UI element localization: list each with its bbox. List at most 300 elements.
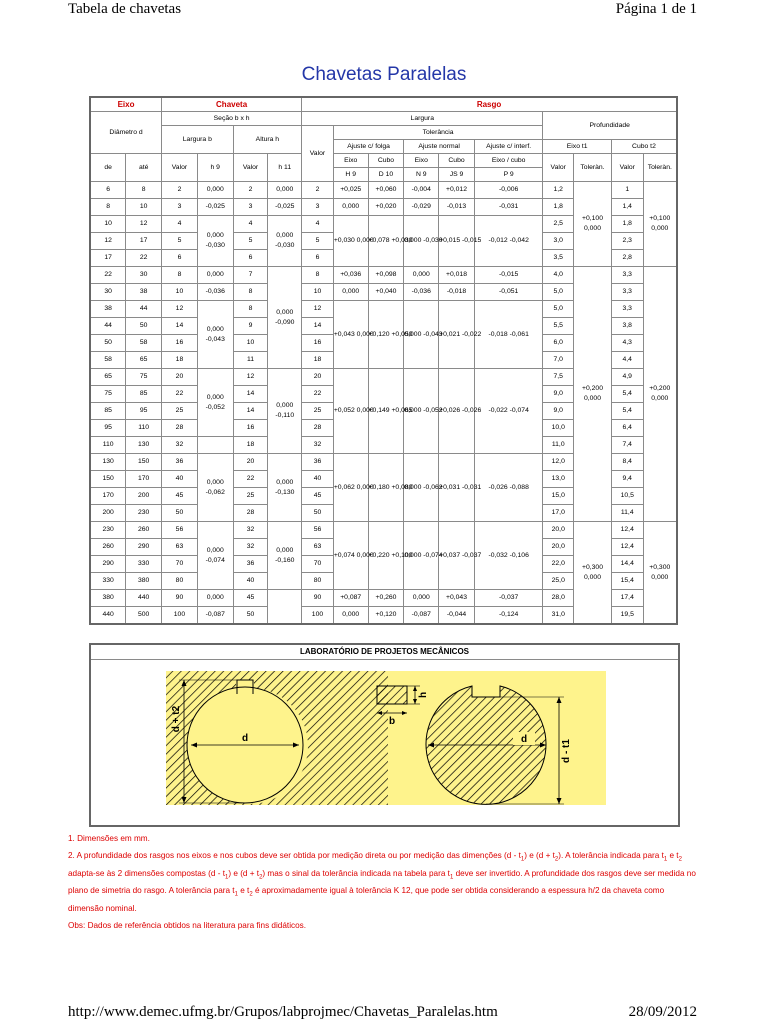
cell-h: 6 [233,250,268,267]
cell-h11 [268,182,302,199]
cell-b: 2 [162,182,198,199]
cell-t1: 2,5 [543,216,574,233]
cell-ate: 440 [126,590,162,607]
cell-tol: -0,044 [439,607,475,625]
cell-h11 [268,199,302,216]
cell-h9 [197,369,233,437]
cell-t2: 8,4 [611,454,643,471]
cell-ate: 95 [126,403,162,420]
cell-ate: 500 [126,607,162,625]
cell-h: 5 [233,233,268,250]
cell-h: 14 [233,403,268,420]
cell-h11-upper: 0,000 [276,232,294,239]
header-secao: Seção b x h [162,112,302,126]
cell-tol: +0,087 [333,590,368,607]
cell-tol: -0,087 [404,607,439,625]
cell-t2: 2,3 [611,233,643,250]
cell-tol: +0,120 [368,607,404,625]
cell-tol: 0,000 [333,284,368,301]
cell-h: 8 [233,301,268,318]
cell-t2: 11,4 [611,505,643,522]
cell-t1: 22,0 [543,556,574,573]
cell-t1: 20,0 [543,539,574,556]
cell-h: 18 [233,437,268,454]
cell-h9 [197,437,233,454]
key-h-label: h [418,691,429,699]
cell-tol: 0,000 [404,590,439,607]
cell-b: 100 [162,607,198,625]
cell-h11-upper: 0,000 [276,402,294,409]
page-footer [0,1002,768,1024]
header-tolerancia: Tolerância [333,126,543,140]
cell-tol: +0,020 [368,199,404,216]
cell-ate: 200 [126,488,162,505]
header-h11: h 11 [268,154,302,182]
cell-h: 36 [233,556,268,573]
cell-h11 [268,454,302,522]
cell-de: 30 [90,284,126,301]
cell-de: 290 [90,556,126,573]
cell-t1-tol [574,182,612,267]
cell-rasgo-b: 6 [302,250,334,267]
cell-b: 14 [162,318,198,335]
cell-t1: 15,0 [543,488,574,505]
notes [68,832,700,936]
header-P9: P 9 [474,168,543,182]
cell-de: 17 [90,250,126,267]
header-JS9: JS 9 [439,168,475,182]
cell-de: 95 [90,420,126,437]
cell-de: 330 [90,573,126,590]
cell-t2: 5,4 [611,403,643,420]
header-altura-h: Altura h [233,126,302,154]
cell-tol: +0,043 [439,590,475,607]
header-largura: Largura [302,112,543,126]
cell-tol: +0,018 [439,267,475,284]
cell-t1-tol-lower: 0,000 [583,573,601,581]
cell-t2-tol-lower: 0,000 [651,225,669,232]
cell-tol: +0,043 0,000 [333,301,368,369]
cell-b: 5 [162,233,198,250]
cell-b: 50 [162,505,198,522]
cell-tol: +0,015 -0,015 [439,216,475,267]
cell-h9-upper: 0,000 [206,271,224,278]
cell-b: 28 [162,420,198,437]
cell-h9 [197,590,233,607]
cell-h9 [197,454,233,522]
cell-b: 32 [162,437,198,454]
cell-ate: 330 [126,556,162,573]
cell-t2: 12,4 [611,539,643,556]
cell-b: 45 [162,488,198,505]
header-valor-t1: Valor [543,154,574,182]
cell-tol: -0,012 -0,042 [474,216,543,267]
cell-t1: 7,5 [543,369,574,386]
cell-tol: -0,029 [404,199,439,216]
cell-h: 20 [233,454,268,471]
cell-tol: 0,000 -0,043 [404,301,439,369]
header-cubo-t2: Cubo t2 [611,140,677,154]
key-drawing [91,659,678,825]
cell-h: 50 [233,607,268,625]
cell-de: 12 [90,233,126,250]
group-header-chaveta: Chaveta [162,97,302,112]
cell-h11-lower: -0,110 [275,412,295,419]
cell-tol: +0,060 [368,182,404,199]
cell-b: 20 [162,369,198,386]
cell-t1: 25,0 [543,573,574,590]
cell-h9 [197,301,233,369]
cell-h11-lower: -0,090 [275,318,295,326]
header-profundidade: Profundidade [543,112,677,140]
cell-rasgo-b: 56 [302,522,334,539]
cell-h11-upper: 0,000 [276,308,294,316]
cell-de: 170 [90,488,126,505]
cell-b: 12 [162,301,198,318]
cell-t1: 9,0 [543,403,574,420]
cell-h9-lower: -0,030 [205,242,225,249]
table-row [90,522,677,539]
cell-t1: 5,0 [543,301,574,318]
cell-b: 8 [162,267,198,284]
cell-de: 150 [90,471,126,488]
cell-h: 7 [233,267,268,284]
cell-b: 80 [162,573,198,590]
header-valor-t2: Valor [611,154,643,182]
cell-rasgo-b: 32 [302,437,334,454]
cell-h9-upper: 0,000 [206,325,224,333]
cell-h9-upper: 0,000 [206,232,224,239]
cell-t2: 12,4 [611,522,643,539]
cell-h9-lower: -0,074 [205,556,225,564]
cell-h9-upper: 0,000 [206,186,224,193]
cell-tol: +0,031 -0,031 [439,454,475,522]
header-D10: D 10 [368,168,404,182]
cell-t1: 28,0 [543,590,574,607]
cell-h11 [268,216,302,267]
cell-h: 45 [233,590,268,607]
header-de: de [90,154,126,182]
cell-tol: 0,000 -0,030 [404,216,439,267]
cell-h11 [268,522,302,590]
header-valor-h: Valor [233,154,268,182]
cell-rasgo-b: 28 [302,420,334,437]
cell-h9-lower: -0,087 [205,611,225,618]
cell-rasgo-b: 12 [302,301,334,318]
cell-h: 22 [233,471,268,488]
cell-tol: 0,000 [404,267,439,284]
cell-tol: +0,036 [333,267,368,284]
cell-h11 [268,369,302,454]
cell-h: 12 [233,369,268,386]
key-b-label: b [388,716,396,727]
note-2: 2. A profundidade dos rasgos nos eixos e nos cubos deve ser obtida por medição direta ou por medição das dimenções $(d - t_1)$ e $(d + t_2)$. A tolerância indicada para $t_1$ e $t_2$ adapta-se às 2 dimensões compostas $(d - t_1)$ e $(d + t_2)$ mas o sinal da tolerância indicada na tabela para $t_1$ deve ser invertido. A profundidade dos rasgos deve ser medida no plano de simetria do rasgo. A tolerância para $t_1$ e $t_2$ é aproximadamente igual à tolerância K 12, que pode ser obtida considerando a espessura h/2 da chaveta como dimensão nominal. [68,851,696,913]
cell-tol: -0,031 [474,199,543,216]
cell-de: 38 [90,301,126,318]
cell-de: 200 [90,505,126,522]
cell-rasgo-b: 2 [302,182,334,199]
cell-ate: 150 [126,454,162,471]
cell-tol: +0,025 [333,182,368,199]
cell-t1-tol-upper: +0,300 [582,563,603,571]
cell-h9-lower: -0,062 [205,488,225,496]
cell-tol: 0,000 -0,062 [404,454,439,522]
cell-tol: -0,032 -0,106 [474,522,543,590]
cell-t2: 19,5 [611,607,643,625]
cell-de: 6 [90,182,126,199]
cell-h: 8 [233,284,268,301]
cell-h9-lower: -0,052 [205,403,225,411]
page-header [0,0,768,22]
cell-h9 [197,182,233,199]
cell-t2: 10,5 [611,488,643,505]
cell-ate: 290 [126,539,162,556]
cell-rasgo-b: 16 [302,335,334,352]
cell-h: 28 [233,505,268,522]
cell-de: 230 [90,522,126,539]
cell-h9 [197,284,233,301]
cell-h: 3 [233,199,268,216]
cell-tol: 0,000 -0,052 [404,369,439,454]
key-table-body [90,182,677,625]
cell-rasgo-b: 45 [302,488,334,505]
cell-ate: 58 [126,335,162,352]
header-page-number: Página 1 de 1 [615,1,697,17]
cell-ate: 130 [126,437,162,454]
cell-tol: +0,078 +0,030 [368,216,404,267]
cell-t2-tol-upper: +0,200 [649,385,671,392]
cell-tol: -0,004 [404,182,439,199]
footer-url: http://www.demec.ufmg.br/Grupos/labprojmec/Chavetas_Paralelas.htm [68,1004,498,1020]
cell-tol: +0,030 0,000 [333,216,368,267]
header-eixo-t1: Eixo t1 [543,140,612,154]
cell-tol: -0,026 -0,088 [474,454,543,522]
cell-rasgo-b: 63 [302,539,334,556]
cell-rasgo-b: 8 [302,267,334,284]
header-ajuste-folga: Ajuste c/ folga [333,140,404,154]
cell-t1: 11,0 [543,437,574,454]
cell-t2: 3,3 [611,284,643,301]
header-largura-b: Largura b [162,126,234,154]
cell-t2: 4,3 [611,335,643,352]
cell-h: 2 [233,182,268,199]
cell-ate: 22 [126,250,162,267]
cell-ate: 110 [126,420,162,437]
cell-b: 4 [162,216,198,233]
cell-de: 130 [90,454,126,471]
cell-t2-tol [643,182,677,267]
cell-t2: 3,3 [611,301,643,318]
cell-tol: 0,000 -0,074 [404,522,439,590]
cell-rasgo-b: 36 [302,454,334,471]
cell-tol: +0,120 +0,050 [368,301,404,369]
cell-de: 110 [90,437,126,454]
cell-t2: 7,4 [611,437,643,454]
cell-h9-upper: 0,000 [206,546,224,554]
cell-h: 11 [233,352,268,369]
cell-t2: 3,3 [611,267,643,284]
cell-de: 260 [90,539,126,556]
cell-h11 [268,267,302,369]
cell-tol: -0,051 [474,284,543,301]
cell-h11-upper: 0,000 [276,546,294,554]
cell-t1: 31,0 [543,607,574,625]
cell-b: 22 [162,386,198,403]
cell-b: 90 [162,590,198,607]
table-row [90,182,677,199]
cell-rasgo-b: 80 [302,573,334,590]
cell-h11-upper: 0,000 [276,186,294,193]
cell-h: 16 [233,420,268,437]
header-eixo-normal: Eixo [404,154,439,168]
cell-t2: 6,4 [611,420,643,437]
cell-t1: 12,0 [543,454,574,471]
footer-date: 28/09/2012 [628,1004,697,1020]
cell-h9 [197,607,233,625]
cell-de: 50 [90,335,126,352]
cell-h11-lower: -0,030 [275,242,295,249]
cell-t1: 10,0 [543,420,574,437]
cell-de: 85 [90,403,126,420]
cell-rasgo-b: 22 [302,386,334,403]
cell-h11-lower: -0,130 [275,488,295,496]
header-cubo-folga: Cubo [368,154,404,168]
cell-rasgo-b: 25 [302,403,334,420]
cell-tol: -0,013 [439,199,475,216]
cell-de: 8 [90,199,126,216]
cell-ate: 44 [126,301,162,318]
cell-t2: 14,4 [611,556,643,573]
cell-tol: +0,074 0,000 [333,522,368,590]
cell-rasgo-b: 14 [302,318,334,335]
header-diametro: Diâmetro d [90,112,162,154]
cell-t2-tol-lower: 0,000 [651,573,669,581]
cell-t2-tol [643,522,677,625]
document-title: Chavetas Paralelas [301,64,467,85]
cell-tol: -0,037 [474,590,543,607]
cell-h9 [197,267,233,284]
cell-de: 75 [90,386,126,403]
cell-t2: 1,8 [611,216,643,233]
cell-b: 63 [162,539,198,556]
cell-t2-tol-upper: +0,300 [649,563,671,571]
cell-t1-tol-upper: +0,200 [582,385,603,392]
cell-b: 70 [162,556,198,573]
header-toleran-t2: Toleràn. [643,154,677,182]
cell-t1: 1,8 [543,199,574,216]
header-ajuste-normal: Ajuste normal [404,140,475,154]
cell-t1: 5,5 [543,318,574,335]
header-ajuste-interf: Ajuste c/ interf. [474,140,543,154]
cell-rasgo-b: 70 [302,556,334,573]
cell-t1: 7,0 [543,352,574,369]
cell-ate: 30 [126,267,162,284]
cell-b: 40 [162,471,198,488]
cell-rasgo-b: 40 [302,471,334,488]
cell-de: 22 [90,267,126,284]
cell-ate: 65 [126,352,162,369]
cell-b: 16 [162,335,198,352]
cell-tol: +0,220 +0,100 [368,522,404,590]
cell-rasgo-b: 50 [302,505,334,522]
cell-tol: -0,018 [439,284,475,301]
header-h9: h 9 [197,154,233,182]
drawing-area [89,659,680,827]
cell-t1-tol [574,522,612,625]
cell-t2: 1 [611,182,643,199]
cell-t1-tol-lower: 0,000 [583,395,601,402]
cell-b: 36 [162,454,198,471]
cell-t1: 3,5 [543,250,574,267]
cell-h: 10 [233,335,268,352]
cell-t1-tol-lower: 0,000 [583,225,601,232]
cell-h: 32 [233,539,268,556]
cell-tol: 0,000 [333,199,368,216]
cell-ate: 85 [126,386,162,403]
cell-rasgo-b: 3 [302,199,334,216]
cell-h11-lower: -0,025 [275,203,295,210]
cell-h9-upper: 0,000 [206,478,224,486]
cell-ate: 17 [126,233,162,250]
cell-ate: 8 [126,182,162,199]
cell-h: 4 [233,216,268,233]
cell-t1: 6,0 [543,335,574,352]
cell-ate: 10 [126,199,162,216]
cell-rasgo-b: 18 [302,352,334,369]
cell-de: 58 [90,352,126,369]
cell-b: 3 [162,199,198,216]
cell-tol: -0,124 [474,607,543,625]
cell-b: 18 [162,352,198,369]
cell-tol: +0,052 0,000 [333,369,368,454]
cell-t1-tol-upper: +0,100 [582,215,603,222]
cell-b: 25 [162,403,198,420]
cell-t1: 5,0 [543,284,574,301]
cell-h11-upper: 0,000 [276,478,294,486]
header-toleran-t1: Toleràn. [574,154,612,182]
cell-t2: 17,4 [611,590,643,607]
cell-t1: 17,0 [543,505,574,522]
hub-d-label: d [241,733,249,744]
header-N9: N 9 [404,168,439,182]
cell-tol: +0,180 +0,080 [368,454,404,522]
cell-t1: 4,0 [543,267,574,284]
cell-ate: 75 [126,369,162,386]
cell-h: 9 [233,318,268,335]
header-H9: H 9 [333,168,368,182]
cell-h11 [268,590,302,625]
cell-de: 65 [90,369,126,386]
cell-ate: 380 [126,573,162,590]
cell-h9 [197,216,233,267]
cell-b: 56 [162,522,198,539]
cell-de: 44 [90,318,126,335]
cell-ate: 260 [126,522,162,539]
shaft-d-label: d [520,734,528,745]
header-ate: até [126,154,162,182]
group-header-eixo: Eixo [90,97,162,112]
cell-h9-lower: -0,025 [205,203,225,210]
group-header-rasgo: Rasgo [302,97,677,112]
cell-t2-tol-upper: +0,100 [649,215,671,222]
cell-ate: 50 [126,318,162,335]
hub-section [166,671,388,805]
cell-tol: -0,022 -0,074 [474,369,543,454]
cell-t1: 3,0 [543,233,574,250]
header-valor-b: Valor [162,154,198,182]
cell-tol: +0,062 0,000 [333,454,368,522]
header-eixo-folga: Eixo [333,154,368,168]
